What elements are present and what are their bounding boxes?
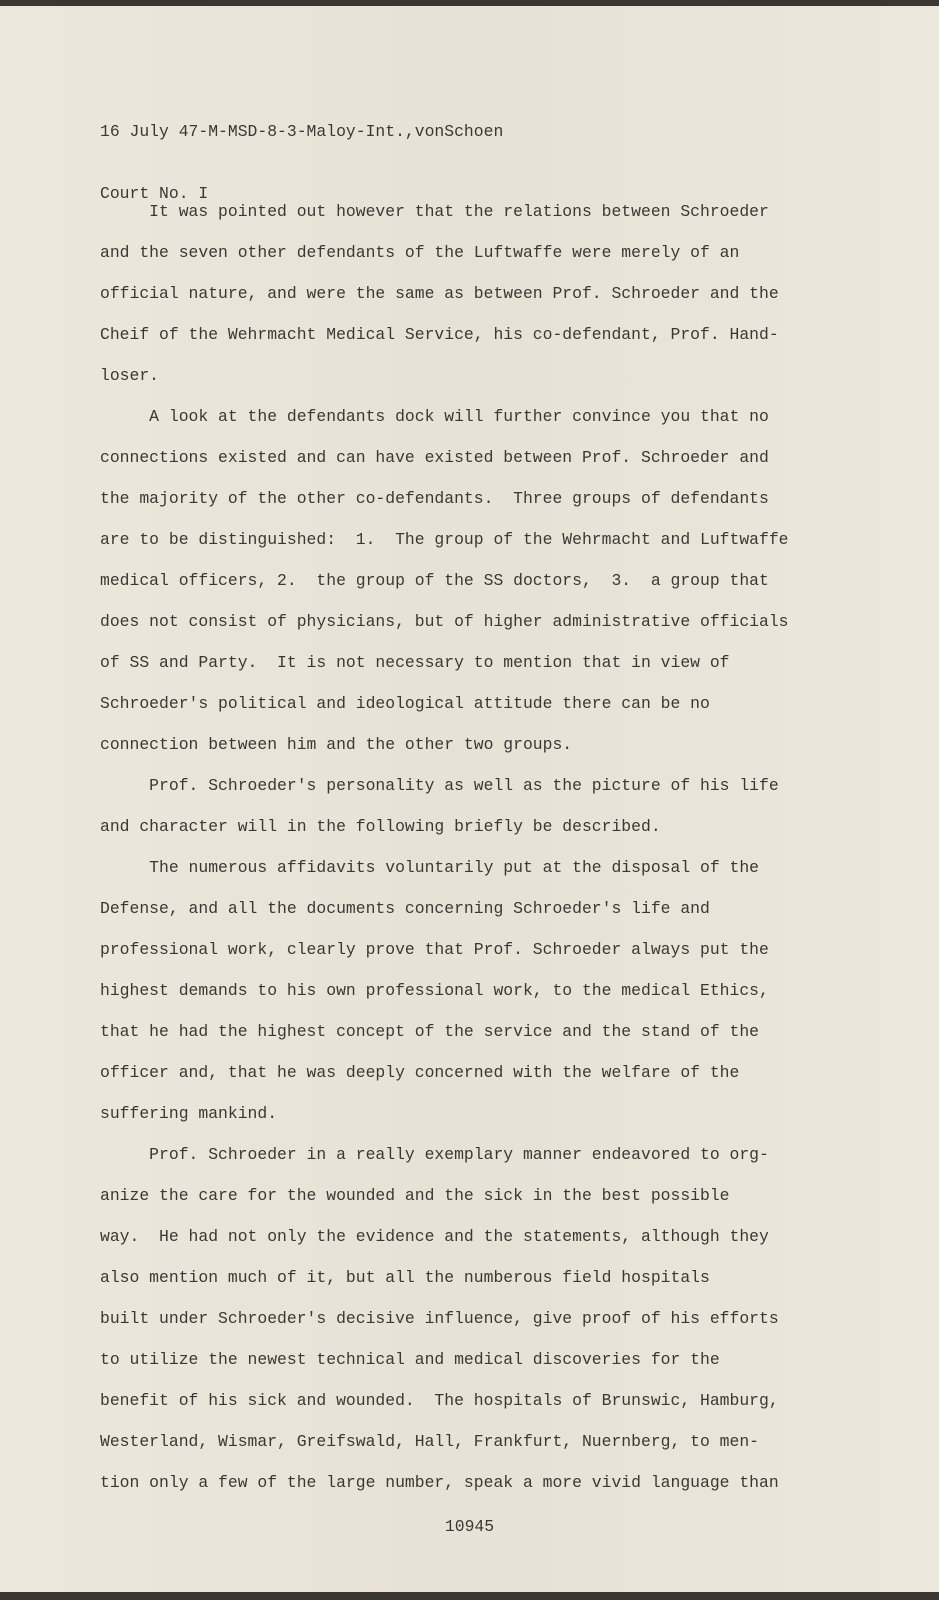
text-line: A look at the defendants dock will further convince you that no [100,407,769,426]
text-line: It was pointed out however that the relations between Schroeder [100,202,769,221]
text-line: Prof. Schroeder in a really exemplary manner endeavored to org- [100,1145,769,1164]
text-line: The numerous affidavits voluntarily put at the disposal of the [100,858,760,877]
page-number: 10945 [444,1517,495,1536]
text-line: benefit of his sick and wounded. The hospitals of Brunswic, Hamburg, [100,1391,779,1410]
text-line: Schroeder's political and ideological attitude there can be no [100,694,710,713]
document-page [0,6,939,1592]
text-line: and character will in the following briefly be described. [100,817,661,836]
text-line: connection between him and the other two groups. [100,735,573,754]
header-reference: 16 July 47-M-MSD-8-3-Maloy-Int.,vonSchoen [100,122,504,141]
text-line: that he had the highest concept of the service and the stand of the [100,1022,760,1041]
text-line: tion only a few of the large number, speak a more vivid language than [100,1473,779,1492]
header-court: Court No. I [100,184,209,203]
text-line: and the seven other defendants of the Luftwaffe were merely of an [100,243,740,262]
text-line: are to be distinguished: 1. The group of the Wehrmacht and Luftwaffe [100,530,789,549]
text-line: connections existed and can have existed between Prof. Schroeder and [100,448,769,467]
text-line: anize the care for the wounded and the sick in the best possible [100,1186,730,1205]
text-line: of SS and Party. It is not necessary to mention that in view of [100,653,730,672]
text-line: also mention much of it, but all the numberous field hospitals [100,1268,710,1287]
document-body [100,191,789,1503]
text-line: to utilize the newest technical and medical discoveries for the [100,1350,720,1369]
text-line: does not consist of physicians, but of higher administrative officials [100,612,789,631]
text-line: Defense, and all the documents concerning Schroeder's life and [100,899,710,918]
text-line: Westerland, Wismar, Greifswald, Hall, Frankfurt, Nuernberg, to men- [100,1432,760,1451]
text-line: Prof. Schroeder's personality as well as the picture of his life [100,776,779,795]
text-line: way. He had not only the evidence and the statements, although they [100,1227,769,1246]
text-line: loser. [100,366,160,385]
text-line: professional work, clearly prove that Prof. Schroeder always put the [100,940,769,959]
text-line: official nature, and were the same as between Prof. Schroeder and the [100,284,779,303]
text-line: the majority of the other co-defendants. Three groups of defendants [100,489,769,508]
text-line: officer and, that he was deeply concerned with the welfare of the [100,1063,740,1082]
text-line: Cheif of the Wehrmacht Medical Service, his co-defendant, Prof. Hand- [100,325,779,344]
text-line: built under Schroeder's decisive influence, give proof of his efforts [100,1309,779,1328]
text-line: highest demands to his own professional work, to the medical Ethics, [100,981,769,1000]
text-line: suffering mankind. [100,1104,278,1123]
text-line: medical officers, 2. the group of the SS doctors, 3. a group that [100,571,769,590]
